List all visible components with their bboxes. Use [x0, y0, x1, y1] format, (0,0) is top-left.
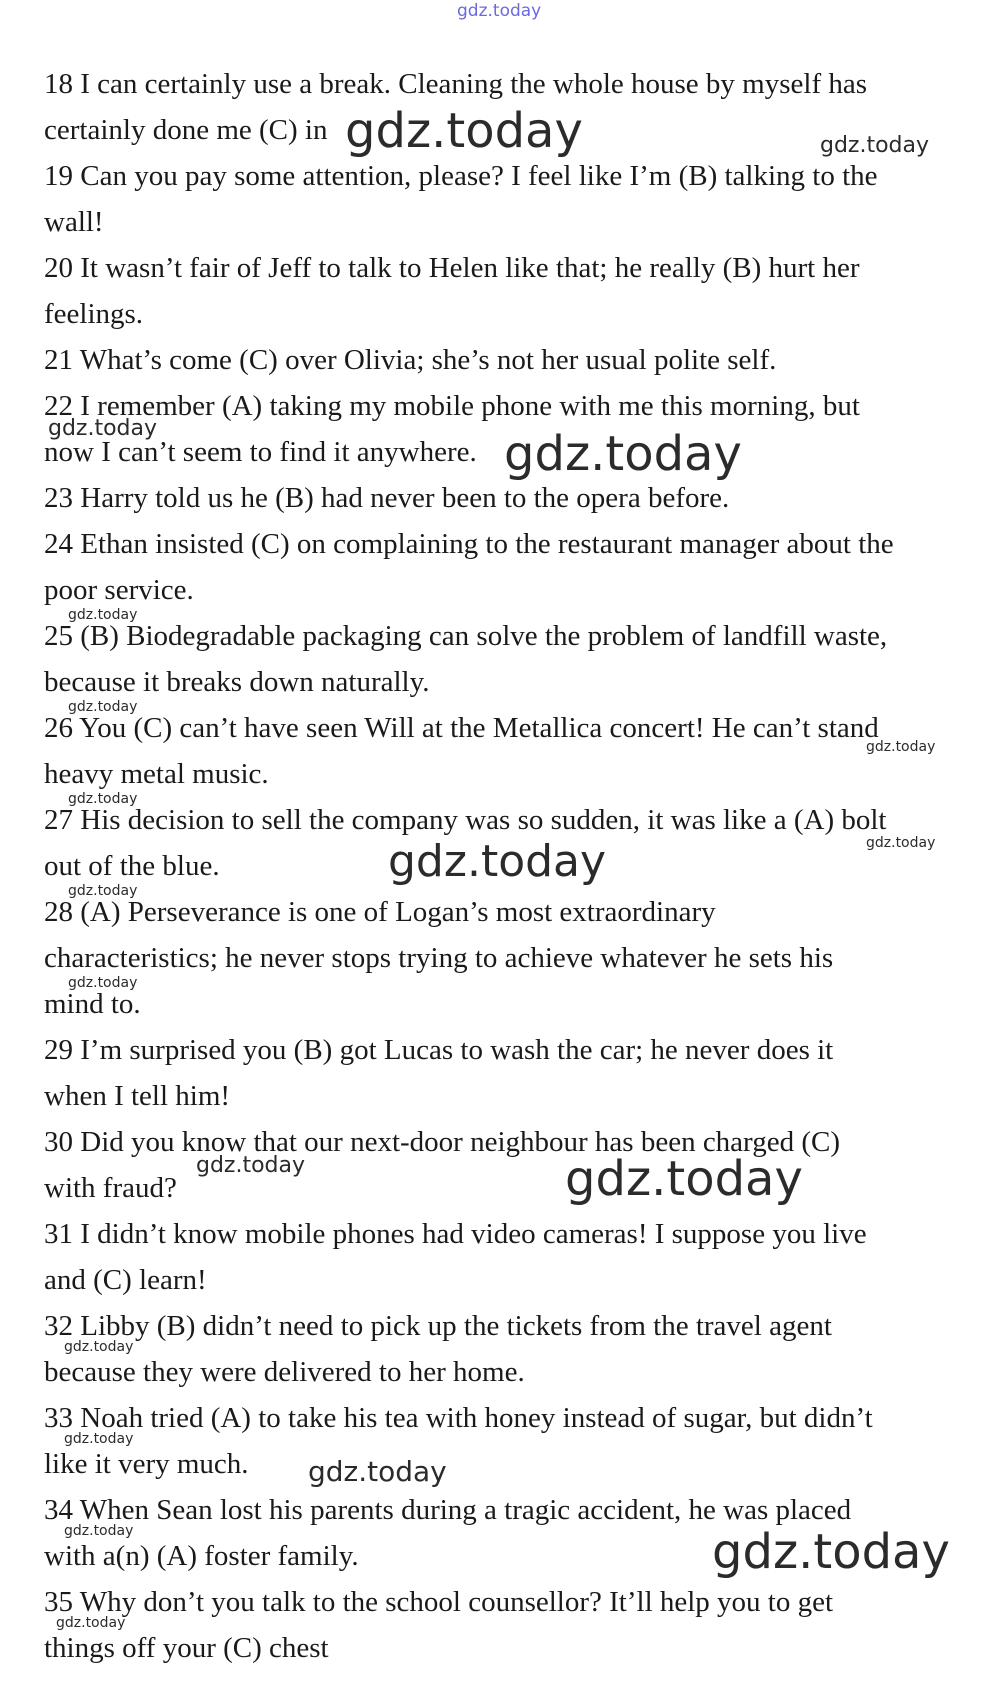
text-line: 28 (A) Perseverance is one of Logan’s most extraordinary [44, 896, 716, 928]
watermark: gdz.today [64, 1431, 134, 1447]
text-line: characteristics; he never stops trying to achieve whatever he sets his [44, 942, 834, 974]
text-line: 18 I can certainly use a break. Cleaning the whole house by myself has [44, 68, 868, 100]
text-line: 34 When Sean lost his parents during a tragic accident, he was placed [44, 1494, 852, 1526]
text-line: with a(n) (A) foster family. [44, 1540, 359, 1572]
text-line: 22 I remember (A) taking my mobile phone with me this morning, but [44, 390, 860, 422]
text-line: 19 Can you pay some attention, please? I feel like I’m (B) talking to the [44, 160, 878, 192]
watermark: gdz.today [48, 416, 158, 441]
watermark: gdz.today [68, 883, 138, 899]
watermark: gdz.today [64, 1523, 134, 1539]
watermark: gdz.today [565, 1151, 803, 1207]
text-line: 31 I didn’t know mobile phones had video cameras! I suppose you live [44, 1218, 867, 1250]
text-line: 27 His decision to sell the company was so sudden, it was like a (A) bolt [44, 804, 887, 836]
watermark: gdz.today [866, 739, 936, 755]
text-line: 30 Did you know that our next-door neighbour has been charged (C) [44, 1126, 840, 1158]
text-line: 20 It wasn’t fair of Jeff to talk to Helen like that; he really (B) hurt her [44, 252, 860, 284]
text-line: because they were delivered to her home. [44, 1356, 525, 1388]
watermark: gdz.today [68, 607, 138, 623]
watermark: gdz.today [68, 699, 138, 715]
watermark: gdz.today [866, 835, 936, 851]
text-line: certainly done me (C) in [44, 114, 328, 146]
watermark: gdz.today [712, 1524, 950, 1580]
text-line: now I can’t seem to find it anywhere. [44, 436, 477, 468]
text-line: 24 Ethan insisted (C) on complaining to the restaurant manager about the [44, 528, 894, 560]
text-line: feelings. [44, 298, 144, 330]
watermark: gdz.today [196, 1153, 306, 1178]
text-line: 21 What’s come (C) over Olivia; she’s not her usual polite self. [44, 344, 777, 376]
watermark: gdz.today [68, 975, 138, 991]
text-line: with fraud? [44, 1172, 177, 1204]
text-line: 29 I’m surprised you (B) got Lucas to wash the car; he never does it [44, 1034, 834, 1066]
text-line: like it very much. [44, 1448, 249, 1480]
text-line: heavy metal music. [44, 758, 269, 790]
text-line: because it breaks down naturally. [44, 666, 430, 698]
text-line: out of the blue. [44, 850, 220, 882]
text-line: poor service. [44, 574, 194, 606]
text-line: when I tell him! [44, 1080, 231, 1112]
text-line: 32 Libby (B) didn’t need to pick up the tickets from the travel agent [44, 1310, 832, 1342]
watermark: gdz.today [820, 133, 930, 158]
text-line: things off your (C) chest [44, 1632, 329, 1664]
text-line: and (C) learn! [44, 1264, 207, 1296]
watermark-top: gdz.today [457, 1, 542, 21]
text-line: mind to. [44, 988, 141, 1020]
watermark: gdz.today [504, 426, 742, 482]
text-line: 25 (B) Biodegradable packaging can solve the problem of landfill waste, [44, 620, 888, 652]
text-line: wall! [44, 206, 104, 238]
watermark: gdz.today [56, 1615, 126, 1631]
text-line: 33 Noah tried (A) to take his tea with honey instead of sugar, but didn’t [44, 1402, 873, 1434]
watermark: gdz.today [68, 791, 138, 807]
watermark: gdz.today [64, 1339, 134, 1355]
watermark: gdz.today [308, 1455, 447, 1488]
text-line: 26 You (C) can’t have seen Will at the Metallica concert! He can’t stand [44, 712, 879, 744]
watermark: gdz.today [345, 103, 583, 159]
text-line: 35 Why don’t you talk to the school counsellor? It’ll help you to get [44, 1586, 834, 1618]
text-line: 23 Harry told us he (B) had never been to the opera before. [44, 482, 730, 514]
watermark: gdz.today [388, 836, 607, 887]
